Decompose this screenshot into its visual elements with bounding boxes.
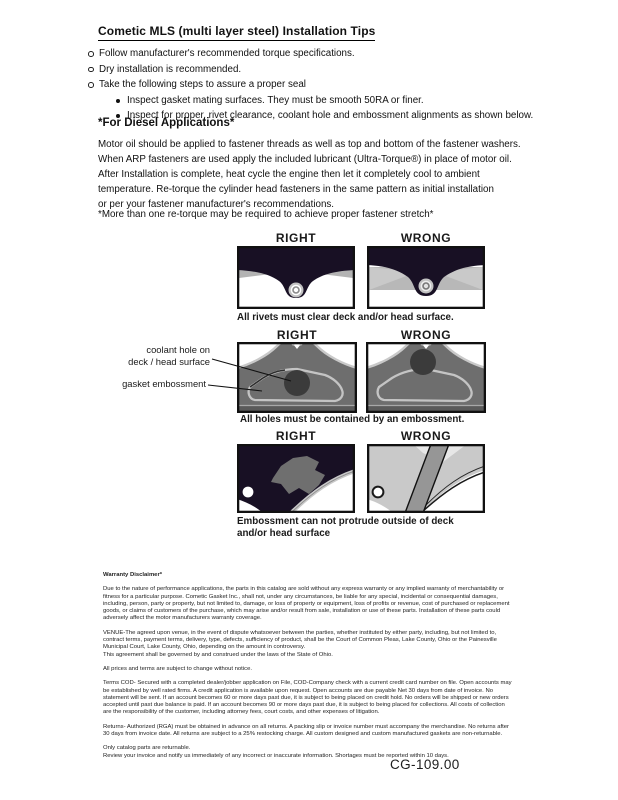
row1-wrong-label: WRONG [400, 231, 452, 245]
prices-terms-paragraph: All prices and terms are subject to change without notice. [103, 665, 252, 672]
circle-bullet-icon [88, 82, 94, 88]
retorque-note: *More than one re-torque may be required to achieve proper fastener stretch* [98, 209, 434, 220]
warranty-disclaimer-section [103, 572, 535, 767]
list-item-text: Take the following steps to assure a proper seal [99, 79, 306, 91]
list-item [88, 62, 558, 78]
venue-paragraph: VENUE-The agreed upon venue, in the event of dispute whatsoever between the parties, whether instituted by either party, including, but not limited to, contract terms, payment terms, delivery, type, defects, sufficiency of product, shall be the Court of Common Pleas, Lake County, Ohio or the Painesville Municipal Court, Lake County, Ohio, depending on the amount in controversy. This agreement shall be governed by and construed under the laws of the State of Ohio. [103, 629, 497, 658]
rivet-right-illustration [237, 246, 355, 309]
protrusion-wrong-illustration [367, 444, 485, 513]
circle-bullet-icon [88, 51, 94, 57]
list-item-text: Inspect gasket mating surfaces. They must be smooth 50RA or finer. [127, 94, 424, 106]
hole-right-illustration [237, 342, 357, 413]
circle-bullet-icon [88, 67, 94, 73]
sub-list-item [116, 93, 558, 109]
rivet-clearance-right-diagram [237, 246, 355, 309]
catalog-returns-paragraph: Only catalog parts are returnable. Review your invoice and notify us immediately of any incorrect or inaccurate information. Shortages must be reported within 10 days. [103, 745, 449, 759]
embossment-protrusion-right-diagram [237, 444, 355, 513]
diesel-paragraph-1: Motor oil should be applied to fastener threads as well as top and bottom of the fastener washers. When ARP fasteners are used apply the included lubricant (Ultra-Torque®) in place of motor oil. [98, 139, 521, 165]
row3-wrong-label: WRONG [400, 429, 452, 443]
row2-caption: All holes must be contained by an embossment. [240, 414, 465, 425]
row2-wrong-label: WRONG [400, 328, 452, 342]
protrusion-right-illustration [237, 444, 355, 513]
row1-caption: All rivets must clear deck and/or head surface. [237, 312, 454, 323]
diesel-applications-heading: *For Diesel Applications* [98, 117, 235, 129]
warranty-disclaimer-heading: Warranty Disclaimer* [103, 572, 163, 578]
gasket-embossment-callout: gasket embossment [122, 378, 206, 389]
list-item-text: Dry installation is recommended. [99, 63, 242, 75]
rivet-clearance-wrong-diagram [367, 246, 485, 309]
returns-paragraph: Returns- Authorized (RGA) must be obtained in advance on all returns. A packing slip or invoice number must accompany the merchandise. No returns after 30 days from invoice date. All returns are subject to a 25% restocking charge. All custom designed and custom manufactured gaskets are non-returnable. [103, 723, 510, 738]
row2-right-label: RIGHT [276, 328, 318, 342]
document-number: CG-109.00 [390, 757, 460, 772]
list-item [88, 77, 558, 93]
terms-cod-paragraph: Terms COD- Secured with a completed dealer/jobber application on File, COD-Company check with a current credit card number on file. Open accounts may be established by well rated firms. A credit application is available upon request. Open accounts are due payable Net 30 days from date of invoice. No statement will be sent. If an account becomes 60 or more days past due, it is subject to being placed on credit hold. No orders will be shipped or new orders accepted until past due balance is paid. If an account becomes 90 or more days past due, it is subject to being placed for collections. All costs of collection are the responsibility of the customer, including attorney fees, court costs, and other expenses of litigation. [103, 680, 512, 716]
warranty-paragraph: Due to the nature of performance applications, the parts in this catalog are sold without any express warranty or any implied warranty of merchantability or fitness for a particular purpose. Cometic Gasket Inc., shall not, under any circumstances, be liable for any special, incidental or consequential damages, including, person, party or property, but not limited to, damage, or loss of property or equipment, loss of profits or revenue, cost of purchased or replacement goods, or claims of customers of the purchase, which may arise and/or result from sale, installation or use of these parts. Installation of these parts could adversely affect the motor manufacturers warranty coverage. [103, 586, 510, 622]
row3-caption: Embossment can not protrude outside of deck and/or head surface [237, 516, 454, 539]
list-item-text: Inspect for proper, rivet clearance, coolant hole and embossment alignments as shown below. [127, 110, 534, 122]
hole-wrong-illustration [366, 342, 486, 413]
coolant-hole-callout: coolant hole on deck / head surface [128, 344, 210, 367]
list-item [88, 46, 558, 62]
embossment-hole-wrong-diagram [366, 342, 486, 413]
row1-right-label: RIGHT [275, 231, 317, 245]
installation-tips-list [88, 46, 558, 124]
embossment-protrusion-wrong-diagram [367, 444, 485, 513]
row3-right-label: RIGHT [275, 429, 317, 443]
list-item-text: Follow manufacturer's recommended torque specifications. [99, 48, 355, 59]
diesel-paragraph-2: After Installation is complete, heat cycle the engine then let it completely cool to ambient temperature. Re-torque the cylinder head fasteners in the same pattern as initial installation or per your fastener manufacturer's recommendations. [98, 169, 494, 210]
dot-bullet-icon [116, 99, 120, 103]
page-title: Cometic MLS (multi layer steel) Installation Tips [98, 24, 375, 41]
embossment-hole-right-diagram [237, 342, 357, 413]
rivet-wrong-illustration [367, 246, 485, 309]
